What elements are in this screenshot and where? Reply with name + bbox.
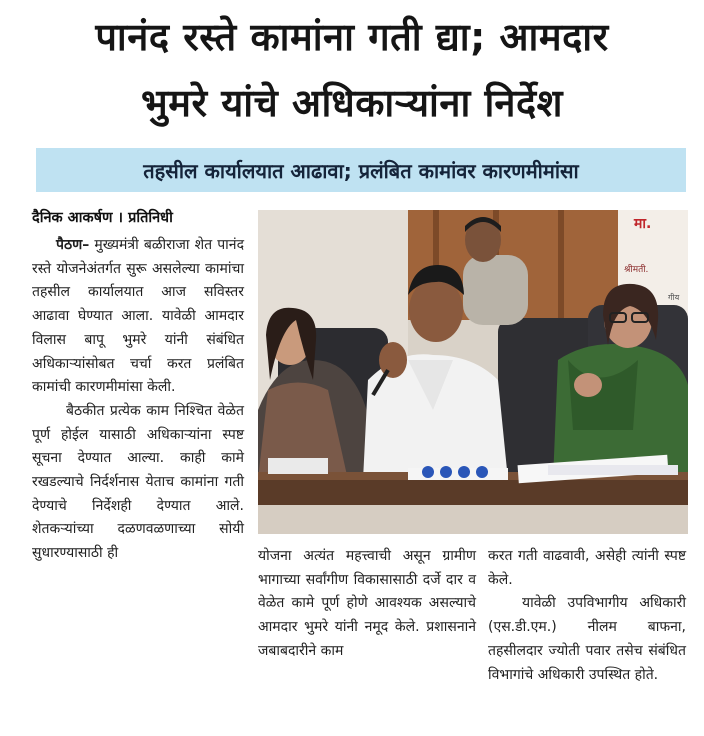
subheadline-banner xyxy=(36,148,686,192)
article-paragraph-5: यावेळी उपविभागीय अधिकारी (एस.डी.एम.) नीलम बाफना, तहसीलदार ज्योती पवार तसेच संबंधित विभागांचे अधिकारी उपस्थित होते. xyxy=(488,595,686,683)
byline: दैनिक आकर्षण । प्रतिनिधी xyxy=(32,210,173,226)
banner-small-text-1: श्रीमती. xyxy=(624,265,649,275)
article-column-3 xyxy=(488,545,686,687)
article-paragraph-4: करत गती वाढवावी, असेही त्यांनी स्पष्ट केले. xyxy=(488,548,686,588)
meeting-photo-illustration xyxy=(258,210,688,534)
banner-text: मा. xyxy=(634,216,652,232)
article-column-1 xyxy=(32,234,244,566)
article-paragraph-2: बैठकीत प्रत्येक काम निश्चित वेळेत पूर्ण होईल यासाठी अधिकाऱ्यांना स्पष्ट सूचना देण्यात आल्या. काही कामे रखडल्याचे निर्दर्शनास येताच कामांना गती देण्याचे निर्देशही देण्यात आले. शेतकऱ्यांच्या दळणवळणाच्या सोयी सुधारण्यासाठी ही xyxy=(32,402,244,562)
news-photo xyxy=(258,210,688,534)
banner-small-text-2: गीय xyxy=(668,293,680,302)
paragraph-1-text: मुख्यमंत्री बळीराजा शेत पानंद रस्ते योजनेअंतर्गत सुरू असलेल्या कामांचा तहसील कार्यालयात आज सविस्तर आढावा घेण्यात आला. यावेळी आमदार विलास बापू भुमरे यांनी संबंधित अधिकाऱ्यांसोबत चर्चा करत प्रलंबित कामांची कारणमीमांसा केली. xyxy=(32,237,245,396)
article-column-2 xyxy=(258,545,476,664)
headline-line-2: भुमरे यांचे अधिकाऱ्यांना निर्देश xyxy=(141,81,563,125)
article-paragraph-1 xyxy=(32,234,244,400)
dateline: पैठण– xyxy=(56,237,90,253)
subheadline-text: तहसील कार्यालयात आढावा; प्रलंबित कामांवर कारणमीमांसा xyxy=(143,158,579,183)
headline-line-1: पानंद रस्ते कामांना गती द्या; आमदार xyxy=(95,15,609,59)
article-paragraph-3: योजना अत्यंत महत्त्वाची असून ग्रामीण भागाच्या सर्वांगीण विकासासाठी दर्जे दार व वेळेत कामे पूर्ण होणे आवश्यक असल्याचे आमदार भुमरे यांनी नमूद केले. प्रशासनाने जबाबदारीने काम xyxy=(258,548,476,659)
